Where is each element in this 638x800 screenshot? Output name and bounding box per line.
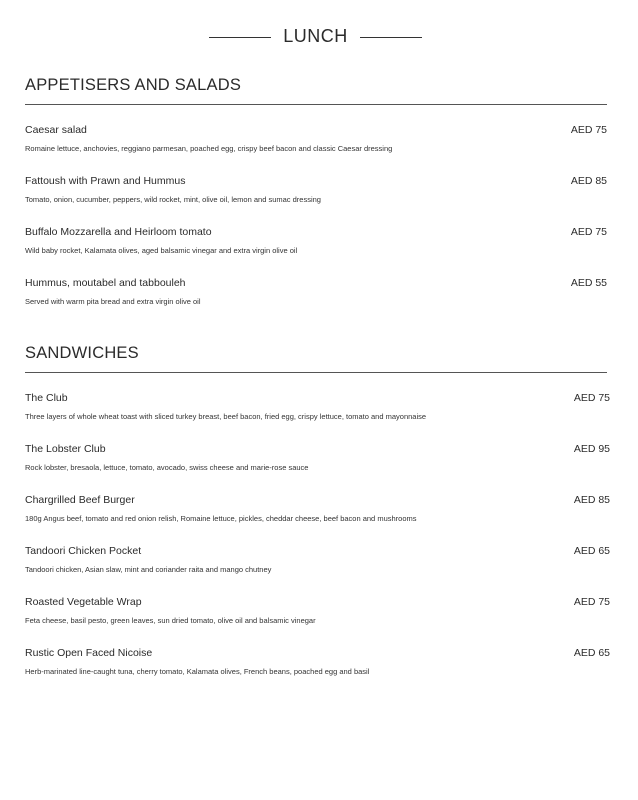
menu-item bbox=[25, 226, 610, 266]
item-description: Wild baby rocket, Kalamata olives, aged balsamic vinegar and extra virgin olive oil bbox=[25, 246, 298, 255]
item-name: Rustic Open Faced Nicoise bbox=[25, 647, 153, 659]
menu-item bbox=[25, 277, 610, 317]
item-name: Caesar salad bbox=[25, 124, 87, 136]
item-description: Herb-marinated line-caught tuna, cherry tomato, Kalamata olives, French beans, poached egg and basil bbox=[25, 667, 370, 676]
item-name: Roasted Vegetable Wrap bbox=[25, 596, 142, 608]
item-price: AED 75 bbox=[570, 226, 607, 238]
menu-item bbox=[25, 494, 610, 534]
menu-item bbox=[25, 443, 610, 483]
title-divider-right bbox=[360, 37, 422, 38]
section-rule bbox=[25, 104, 607, 105]
menu-item bbox=[25, 124, 610, 164]
menu-item bbox=[25, 596, 610, 636]
item-description: Tomato, onion, cucumber, peppers, wild rocket, mint, olive oil, lemon and sumac dressing bbox=[25, 195, 321, 204]
item-price: AED 85 bbox=[573, 494, 610, 506]
item-price: AED 75 bbox=[570, 124, 607, 136]
item-name: Hummus, moutabel and tabbouleh bbox=[25, 277, 186, 289]
item-description: Three layers of whole wheat toast with sliced turkey breast, beef bacon, fried egg, crispy lettuce, tomato and mayonnaise bbox=[25, 412, 427, 421]
menu-item bbox=[25, 545, 610, 585]
item-description: 180g Angus beef, tomato and red onion relish, Romaine lettuce, pickles, cheddar cheese, beef bacon and mushrooms bbox=[25, 514, 417, 523]
item-name: The Lobster Club bbox=[25, 443, 106, 455]
item-price: AED 65 bbox=[573, 647, 610, 659]
menu-title: LUNCH bbox=[283, 26, 348, 46]
menu-title-row bbox=[0, 24, 638, 50]
item-name: Tandoori Chicken Pocket bbox=[25, 545, 142, 557]
item-price: AED 95 bbox=[573, 443, 610, 455]
item-description: Rock lobster, bresaola, lettuce, tomato, avocado, swiss cheese and marie-rose sauce bbox=[25, 463, 309, 472]
item-description: Served with warm pita bread and extra virgin olive oil bbox=[25, 297, 201, 306]
item-description: Romaine lettuce, anchovies, reggiano parmesan, poached egg, crispy beef bacon and classic Caesar dressing bbox=[25, 144, 393, 153]
title-divider-left bbox=[209, 37, 271, 38]
section-heading-sandwiches: SANDWICHES bbox=[25, 344, 139, 362]
item-description: Tandoori chicken, Asian slaw, mint and coriander raita and mango chutney bbox=[25, 565, 272, 574]
menu-item bbox=[25, 175, 610, 215]
item-price: AED 85 bbox=[570, 175, 607, 187]
item-price: AED 55 bbox=[570, 277, 607, 289]
menu-item bbox=[25, 647, 610, 687]
menu-item bbox=[25, 392, 610, 432]
item-name: Fattoush with Prawn and Hummus bbox=[25, 175, 186, 187]
item-price: AED 75 bbox=[573, 392, 610, 404]
item-name: Buffalo Mozzarella and Heirloom tomato bbox=[25, 226, 212, 238]
section-rule bbox=[25, 372, 607, 373]
section-heading-appetisers: APPETISERS AND SALADS bbox=[25, 76, 242, 94]
item-price: AED 75 bbox=[573, 596, 610, 608]
item-price: AED 65 bbox=[573, 545, 610, 557]
item-name: The Club bbox=[25, 392, 68, 404]
item-name: Chargrilled Beef Burger bbox=[25, 494, 135, 506]
item-description: Feta cheese, basil pesto, green leaves, sun dried tomato, olive oil and balsamic vinegar bbox=[25, 616, 316, 625]
